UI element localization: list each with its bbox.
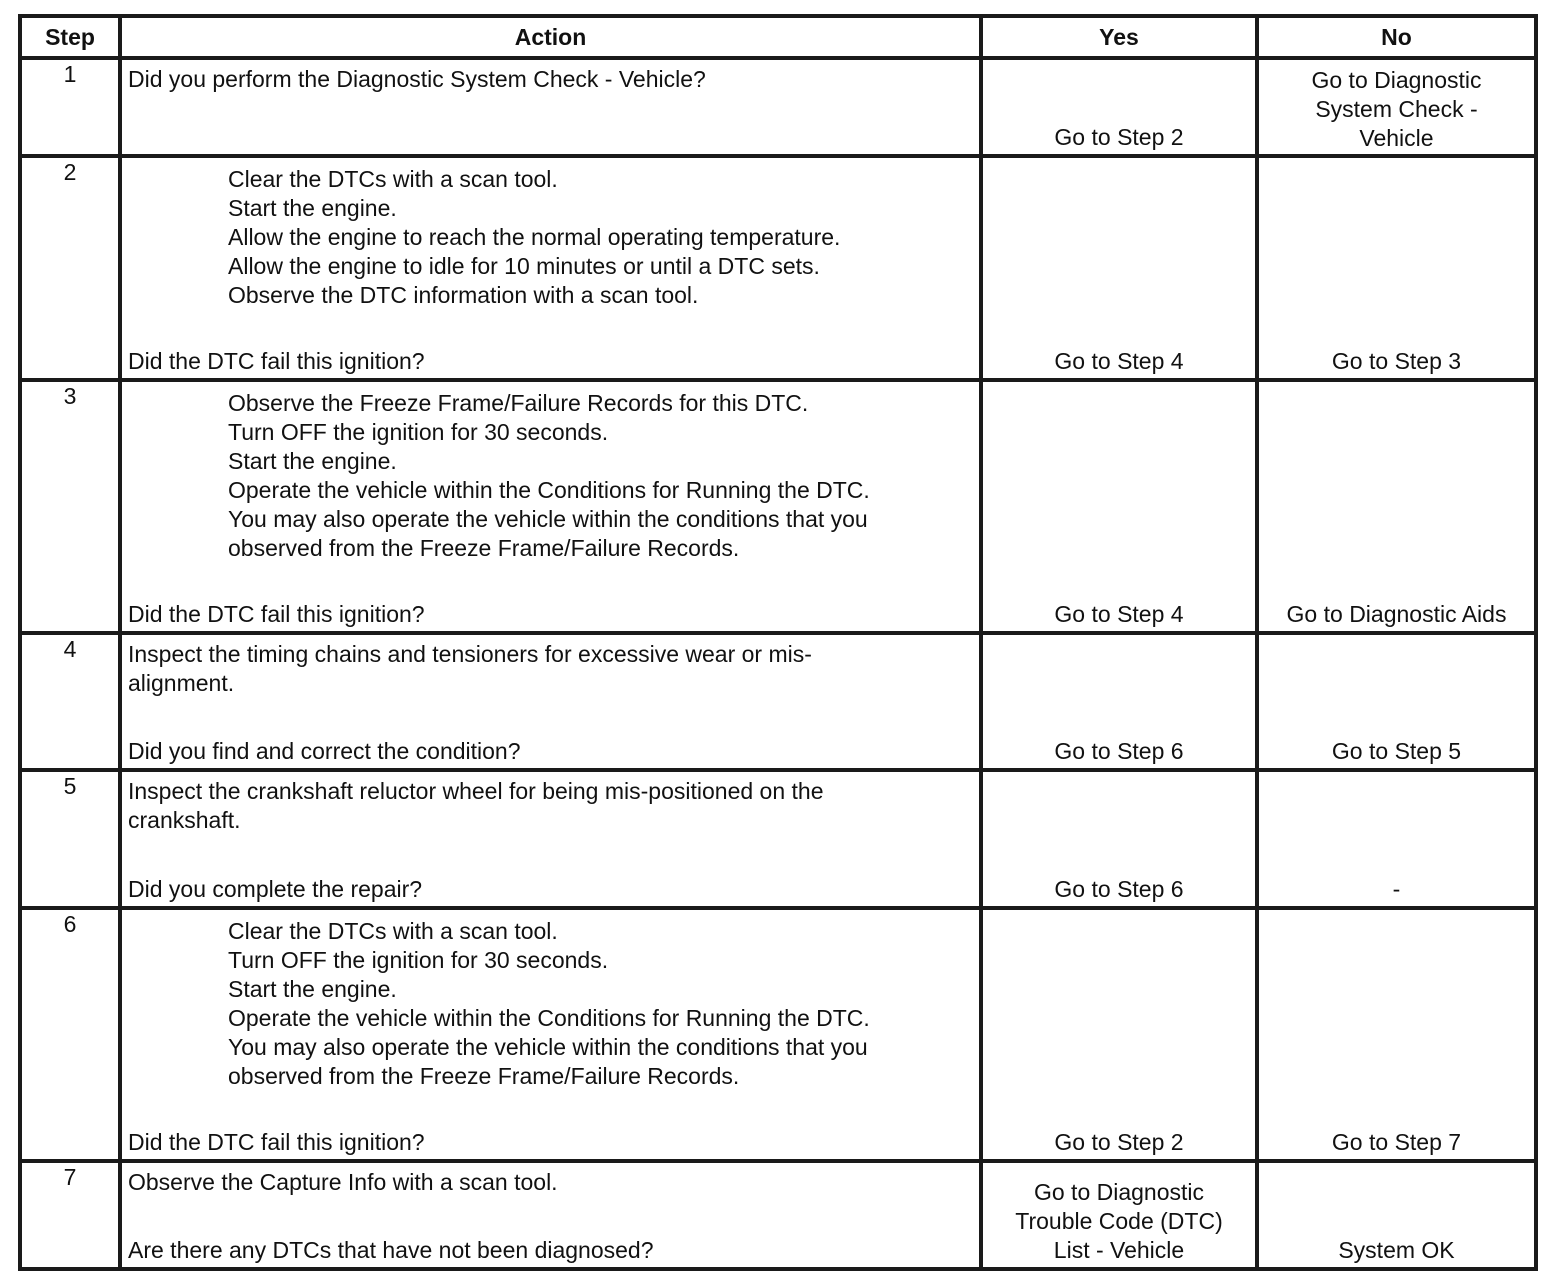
diagnostic-table xyxy=(18,14,1538,1271)
no-content xyxy=(1259,158,1534,378)
action-cell xyxy=(120,770,981,908)
table-body xyxy=(20,58,1536,1269)
action-intro: Inspect the timing chains and tensioners for excessive wear or mis-alignment. xyxy=(128,641,812,696)
action-steps xyxy=(128,917,973,1091)
table-row xyxy=(20,156,1536,380)
action-cell xyxy=(120,1161,981,1269)
yes-result: Go to Step 6 xyxy=(1054,738,1184,764)
action-step-item: Clear the DTCs with a scan tool. xyxy=(228,166,558,192)
action-step-item: Allow the engine to reach the normal operating temperature. xyxy=(228,224,841,250)
action-cell xyxy=(120,380,981,633)
action-cell xyxy=(120,58,981,156)
step-number: 1 xyxy=(20,58,120,156)
yes-content xyxy=(983,635,1255,768)
no-result: Go to Diagnostic Aids xyxy=(1286,601,1507,627)
yes-cell xyxy=(981,380,1257,633)
no-content xyxy=(1259,1163,1534,1267)
no-content xyxy=(1259,382,1534,631)
yes-result: Go to Step 4 xyxy=(1054,348,1184,374)
action-step-item: Turn OFF the ignition for 30 seconds. xyxy=(228,947,609,973)
action-step-item: observed from the Freeze Frame/Failure Records. xyxy=(228,535,740,561)
action-cell xyxy=(120,908,981,1161)
no-result: System OK xyxy=(1338,1237,1455,1263)
no-cell xyxy=(1257,58,1536,156)
yes-cell xyxy=(981,58,1257,156)
action-intro: Did you perform the Diagnostic System Check - Vehicle? xyxy=(128,66,706,92)
action-text xyxy=(122,158,979,310)
yes-content xyxy=(983,158,1255,378)
no-cell xyxy=(1257,380,1536,633)
yes-result: Go to Step 2 xyxy=(1054,1129,1184,1155)
action-question: Did the DTC fail this ignition? xyxy=(128,601,425,627)
yes-cell xyxy=(981,633,1257,770)
action-text xyxy=(122,772,979,835)
yes-content xyxy=(983,60,1255,154)
action-content xyxy=(122,635,979,768)
action-text xyxy=(122,910,979,1091)
no-cell xyxy=(1257,156,1536,380)
action-step-item: Operate the vehicle within the Conditions for Running the DTC. xyxy=(228,1005,870,1031)
header-action: Action xyxy=(120,16,981,58)
action-step-item: Start the engine. xyxy=(228,195,397,221)
yes-cell xyxy=(981,156,1257,380)
yes-cell xyxy=(981,908,1257,1161)
table-row xyxy=(20,770,1536,908)
yes-content xyxy=(983,772,1255,906)
action-question: Did the DTC fail this ignition? xyxy=(128,348,425,374)
no-result: - xyxy=(1392,876,1401,902)
action-step-item: observed from the Freeze Frame/Failure Records. xyxy=(228,1063,740,1089)
yes-content xyxy=(983,1163,1255,1267)
action-content xyxy=(122,382,979,631)
action-cell xyxy=(120,633,981,770)
action-cell xyxy=(120,156,981,380)
no-result: Go to Step 7 xyxy=(1331,1129,1462,1155)
table-row xyxy=(20,380,1536,633)
action-step-item: Clear the DTCs with a scan tool. xyxy=(228,918,558,944)
action-text xyxy=(122,635,979,698)
action-step-item: Allow the engine to idle for 10 minutes or until a DTC sets. xyxy=(228,253,820,279)
action-content xyxy=(122,158,979,378)
action-step-item: You may also operate the vehicle within the conditions that you xyxy=(228,1034,868,1060)
action-content xyxy=(122,1163,979,1267)
action-step-item: Start the engine. xyxy=(228,976,397,1002)
action-text xyxy=(122,382,979,563)
action-step-item: You may also operate the vehicle within the conditions that you xyxy=(228,506,868,532)
action-text xyxy=(122,60,979,94)
action-question: Did you find and correct the condition? xyxy=(128,738,521,764)
yes-result: Go to Step 2 xyxy=(1054,124,1184,150)
no-cell xyxy=(1257,1161,1536,1269)
yes-content xyxy=(983,382,1255,631)
yes-result: Go to Step 6 xyxy=(1054,876,1184,902)
action-text xyxy=(122,1163,979,1197)
step-number: 3 xyxy=(20,380,120,633)
yes-cell xyxy=(981,1161,1257,1269)
action-content xyxy=(122,772,979,906)
action-intro: Observe the Capture Info with a scan tool. xyxy=(128,1169,558,1195)
no-result: Go to Diagnostic System Check - Vehicle xyxy=(1311,67,1482,151)
action-intro: Inspect the crankshaft reluctor wheel for being mis-positioned on the crankshaft. xyxy=(128,778,824,833)
action-question: Are there any DTCs that have not been diagnosed? xyxy=(128,1237,654,1263)
no-cell xyxy=(1257,908,1536,1161)
step-number: 2 xyxy=(20,156,120,380)
no-content xyxy=(1259,772,1534,906)
action-question: Did you complete the repair? xyxy=(128,876,423,902)
action-content xyxy=(122,910,979,1159)
table-row xyxy=(20,633,1536,770)
action-step-item: Operate the vehicle within the Conditions for Running the DTC. xyxy=(228,477,870,503)
header-row xyxy=(20,16,1536,58)
table-row xyxy=(20,58,1536,156)
header-yes: Yes xyxy=(981,16,1257,58)
no-content xyxy=(1259,635,1534,768)
header-step: Step xyxy=(20,16,120,58)
no-content xyxy=(1259,910,1534,1159)
yes-content xyxy=(983,910,1255,1159)
yes-cell xyxy=(981,770,1257,908)
action-step-item: Turn OFF the ignition for 30 seconds. xyxy=(228,419,609,445)
step-number: 7 xyxy=(20,1161,120,1269)
action-step-item: Start the engine. xyxy=(228,448,397,474)
step-number: 5 xyxy=(20,770,120,908)
table-row xyxy=(20,908,1536,1161)
action-step-item: Observe the Freeze Frame/Failure Records for this DTC. xyxy=(228,390,809,416)
yes-result: Go to Diagnostic Trouble Code (DTC) List - Vehicle xyxy=(1015,1179,1223,1263)
action-question: Did the DTC fail this ignition? xyxy=(128,1129,425,1155)
step-number: 4 xyxy=(20,633,120,770)
no-content xyxy=(1259,60,1534,154)
action-steps xyxy=(128,389,973,563)
action-step-item: Observe the DTC information with a scan tool. xyxy=(228,282,699,308)
header-no: No xyxy=(1257,16,1536,58)
table-row xyxy=(20,1161,1536,1269)
step-number: 6 xyxy=(20,908,120,1161)
yes-result: Go to Step 4 xyxy=(1054,601,1184,627)
no-result: Go to Step 5 xyxy=(1331,738,1462,764)
action-steps xyxy=(128,165,973,310)
no-cell xyxy=(1257,633,1536,770)
no-cell xyxy=(1257,770,1536,908)
no-result: Go to Step 3 xyxy=(1331,348,1462,374)
action-content xyxy=(122,60,979,154)
